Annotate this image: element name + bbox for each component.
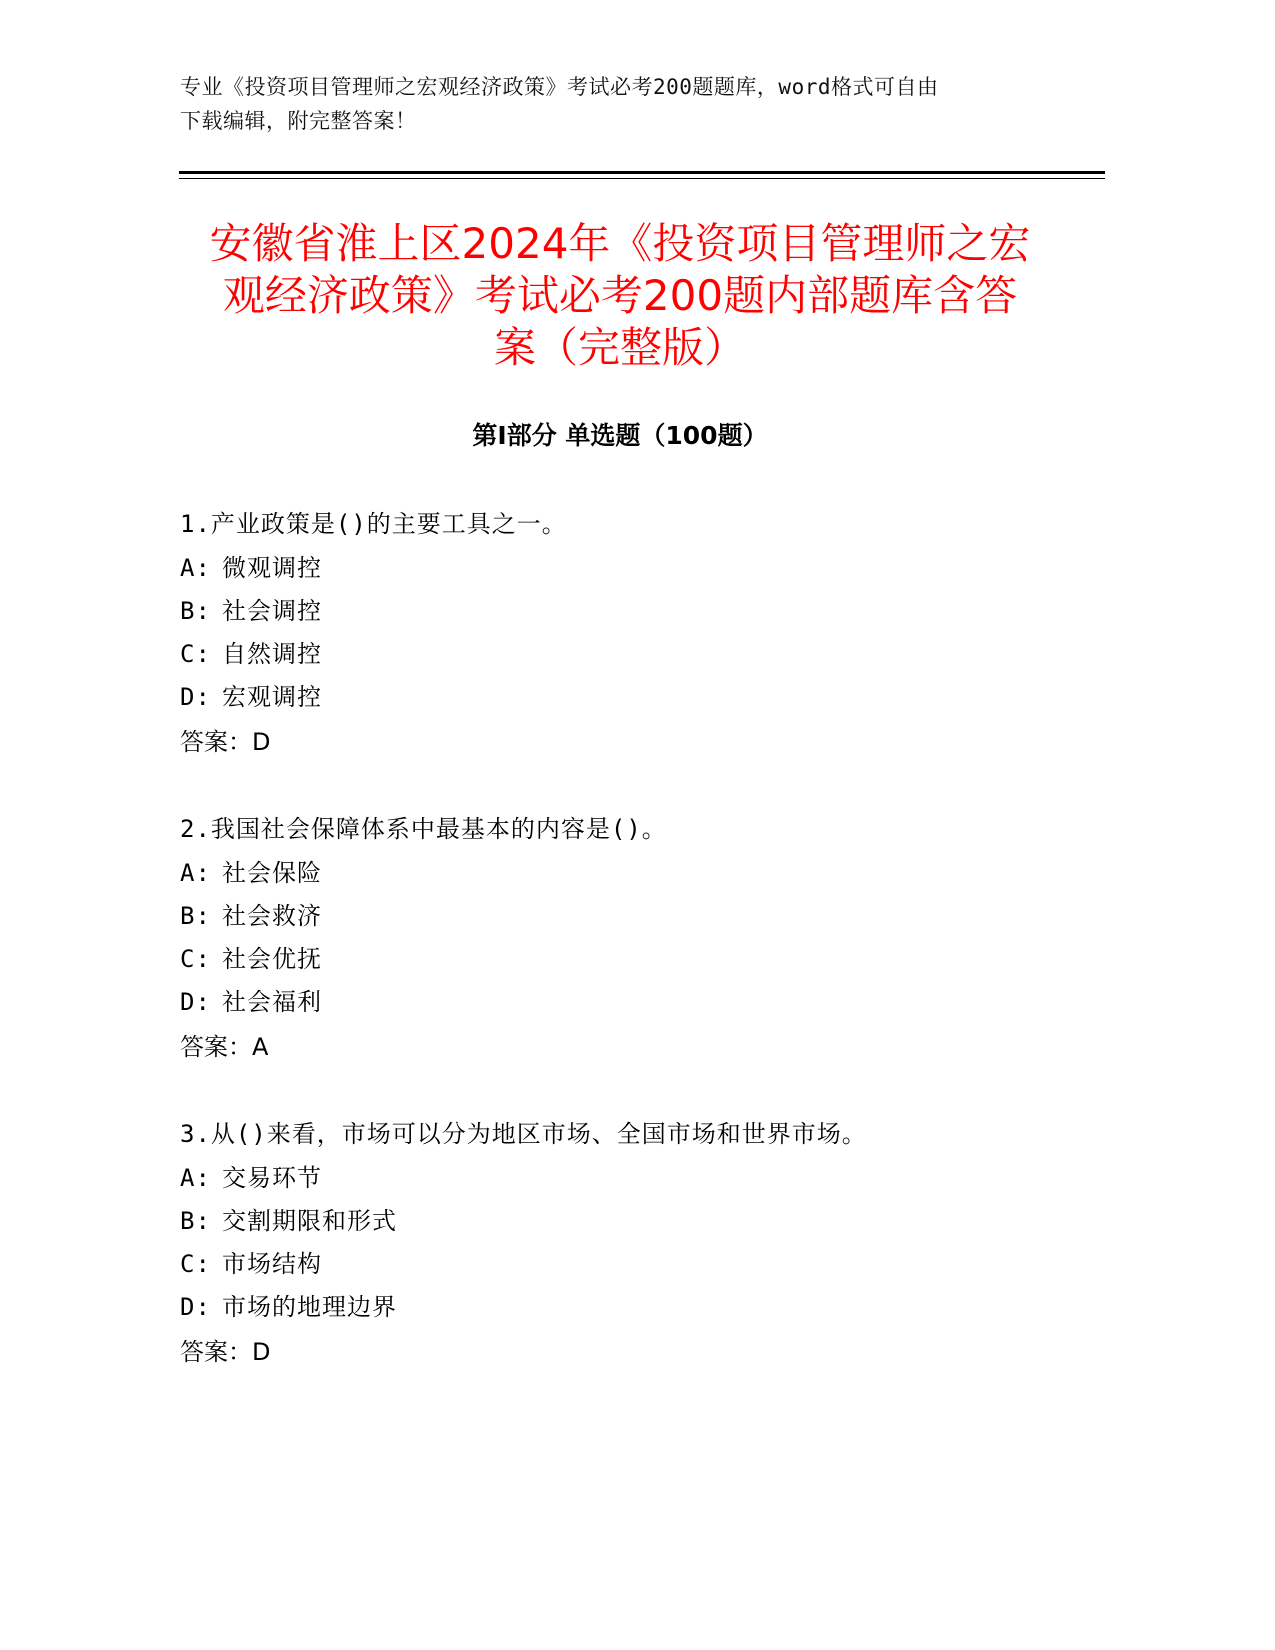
option-text: 市场结构 bbox=[222, 1250, 322, 1278]
option-letter: A: bbox=[180, 859, 211, 887]
option-a bbox=[180, 547, 1080, 590]
option-b bbox=[180, 895, 1080, 938]
option-letter: A: bbox=[180, 554, 211, 582]
answer: 答案：D bbox=[180, 1338, 271, 1366]
document-title-line-1: 安徽省淮上区2024年《投资项目管理师之宏 bbox=[209, 219, 1031, 268]
header-note-line-2: 下载编辑，附完整答案！ bbox=[180, 109, 417, 133]
question-3 bbox=[180, 1111, 1080, 1375]
option-text: 微观调控 bbox=[222, 554, 322, 582]
header-note bbox=[180, 70, 1080, 138]
option-letter: B: bbox=[180, 902, 211, 930]
question-2 bbox=[180, 806, 1080, 1070]
answer: 答案：D bbox=[180, 728, 271, 756]
option-d bbox=[180, 1286, 1080, 1329]
section-title: 第I部分 单选题（100题） bbox=[472, 421, 768, 450]
option-letter: C: bbox=[180, 640, 211, 668]
question-1 bbox=[180, 501, 1080, 765]
option-text: 交割期限和形式 bbox=[222, 1207, 397, 1235]
option-b bbox=[180, 1200, 1080, 1243]
option-c bbox=[180, 633, 1080, 676]
option-text: 社会福利 bbox=[222, 988, 322, 1016]
document-title-line-3: 案（完整版） bbox=[493, 323, 746, 372]
answer: 答案：A bbox=[180, 1033, 269, 1061]
document-title-line-2: 观经济政策》考试必考200题内部题库含答 bbox=[222, 271, 1018, 320]
option-text: 自然调控 bbox=[222, 640, 322, 668]
option-letter: D: bbox=[180, 683, 211, 711]
question-stem: 2.我国社会保障体系中最基本的内容是()。 bbox=[180, 815, 667, 843]
question-stem: 3.从()来看，市场可以分为地区市场、全国市场和世界市场。 bbox=[180, 1120, 867, 1148]
option-c bbox=[180, 938, 1080, 981]
question-stem: 1.产业政策是()的主要工具之一。 bbox=[180, 510, 567, 538]
option-letter: C: bbox=[180, 1250, 211, 1278]
option-letter: B: bbox=[180, 1207, 211, 1235]
option-letter: B: bbox=[180, 597, 211, 625]
header-note-line-1: 专业《投资项目管理师之宏观经济政策》考试必考200题题库，word格式可自由 bbox=[180, 75, 939, 99]
option-c bbox=[180, 1243, 1080, 1286]
option-text: 市场的地理边界 bbox=[222, 1293, 397, 1321]
option-text: 宏观调控 bbox=[222, 683, 322, 711]
header-divider-thick bbox=[179, 171, 1105, 174]
document-title bbox=[170, 218, 1070, 374]
option-d bbox=[180, 676, 1080, 719]
option-text: 社会调控 bbox=[222, 597, 322, 625]
option-text: 社会救济 bbox=[222, 902, 322, 930]
option-a bbox=[180, 1157, 1080, 1200]
option-a bbox=[180, 852, 1080, 895]
option-text: 社会优抚 bbox=[222, 945, 322, 973]
option-text: 交易环节 bbox=[222, 1164, 322, 1192]
option-letter: A: bbox=[180, 1164, 211, 1192]
option-d bbox=[180, 981, 1080, 1024]
option-letter: D: bbox=[180, 988, 211, 1016]
option-letter: D: bbox=[180, 1293, 211, 1321]
header-divider-thin bbox=[179, 178, 1105, 179]
option-letter: C: bbox=[180, 945, 211, 973]
option-b bbox=[180, 590, 1080, 633]
option-text: 社会保险 bbox=[222, 859, 322, 887]
